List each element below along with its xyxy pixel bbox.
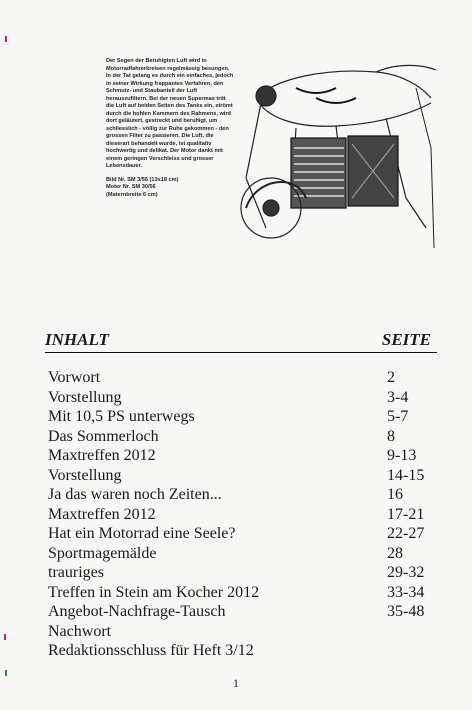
toc-header (45, 330, 437, 353)
toc-entry (48, 446, 438, 466)
toc-entry (48, 524, 438, 544)
illustration-caption (106, 58, 234, 199)
toc-entry-title: Vorstellung (48, 466, 122, 484)
toc-entry-page: 16 (387, 486, 403, 503)
toc-entry-page: 35-48 (387, 603, 425, 620)
toc-entry-title: Vorstellung (48, 388, 122, 406)
toc-entry-title: Ja das waren noch Zeiten... (48, 486, 222, 503)
toc-entry-title: Nachwort (48, 622, 112, 640)
toc-heading-contents: INHALT (45, 330, 109, 349)
toc-entry-page: 22-27 (387, 525, 425, 542)
toc-entry (48, 505, 438, 525)
margin-mark (4, 634, 6, 640)
toc-entry (48, 641, 438, 661)
toc-entry (48, 407, 438, 427)
caption-ref: Bild Nr. SM 3/56 (13x18 cm) (106, 176, 179, 183)
toc-entry-page: 2 (387, 369, 395, 386)
toc-entry-page: 29-32 (387, 564, 425, 581)
toc-entry (48, 583, 438, 603)
toc-entry-page: 17-21 (387, 505, 425, 523)
toc-entry (48, 485, 438, 505)
toc-entry-page: 5-7 (387, 408, 409, 425)
toc-entry-title: Maxtreffen 2012 (48, 505, 156, 523)
caption-ref: (Maternbreite 6 cm) (106, 191, 158, 198)
toc-entry-title: Treffen in Stein am Kocher 2012 (48, 583, 260, 601)
toc-heading-page: SEITE (381, 330, 431, 349)
caption-ref: Moter Nr. SM 30/56 (106, 184, 156, 190)
page-number: 1 (233, 676, 239, 690)
toc-entry (48, 388, 438, 408)
toc-entry (48, 602, 438, 622)
caption-title: Der Segen der Beruhigten Luft (106, 58, 188, 64)
toc-entry-page: 28 (387, 544, 403, 562)
toc-entry (48, 544, 438, 564)
caption-references (106, 177, 234, 200)
toc-entry-title: Das Sommerloch (48, 427, 159, 445)
toc-entry-page: 3-4 (387, 388, 409, 406)
toc-entry (48, 563, 438, 583)
toc-entry-page: 8 (387, 427, 395, 445)
toc-entry-title: Sportmagemälde (48, 544, 157, 562)
toc-entry-title: trauriges (48, 564, 104, 581)
caption-body: wird in Motorradfahrerkreisen regelmässig besungen. In der Tat gelang es durch ein einfaches, jedoch in seiner Wirkung frappantes Verfahren, den Schmutz- und Staubanteil der Luft herauszufiltern. Bei der neuen Supermax tritt die Luft auf beiden Seiten des Tanks ein, strömt durch die hohlen Kammern des Rahmens, wird dort geläutert, gestreckt und beruhigt, um schliesslich - völlig zur Ruhe gekommen - den grossen Filter zu passieren. Die Luft, die dieserart behandelt wurde, ist qualitativ hochwertig und delikat. Der Motor dankt mit einem geringen Verschleiss und grosser Lebensdauer. (106, 58, 234, 169)
toc-entry (48, 368, 438, 388)
toc-entry-title: Mit 10,5 PS unterwegs (48, 408, 195, 425)
toc-entry (48, 466, 438, 486)
motorcycle-illustration (236, 58, 436, 248)
toc-entry-title: Maxtreffen 2012 (48, 447, 156, 464)
toc-entry-title: Angebot-Nachfrage-Tausch (48, 603, 226, 620)
toc-entry-page: 14-15 (387, 466, 425, 484)
toc-entry-title: Hat ein Motorrad eine Seele? (48, 525, 236, 542)
toc-entry-title: Vorwort (48, 369, 101, 386)
toc-entry-page: 9-13 (387, 447, 417, 464)
toc-entry-title: Redaktionsschluss für Heft 3/12 (48, 642, 254, 659)
toc-entry (48, 622, 438, 642)
toc-entry-page: 33-34 (387, 583, 425, 601)
table-of-contents (48, 368, 438, 661)
margin-mark (5, 36, 7, 42)
toc-entry (48, 427, 438, 447)
